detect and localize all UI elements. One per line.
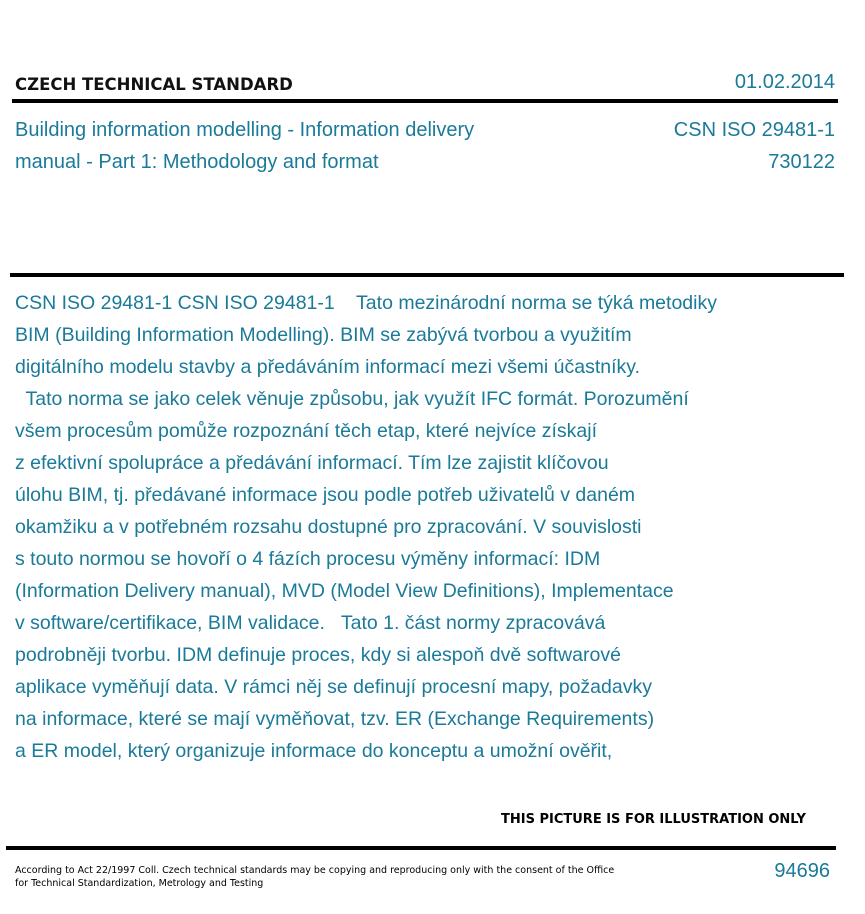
footer-divider — [6, 846, 836, 850]
abstract-line: s touto normou se hovoří o 4 fázích procesu výměny informací: IDM — [15, 548, 601, 570]
issue-date: 01.02.2014 — [734, 71, 835, 93]
abstract-text — [15, 287, 815, 767]
standard-identifiers — [674, 114, 835, 178]
standard-title-line: manual - Part 1: Methodology and format — [15, 151, 379, 173]
document-type-label: CZECH TECHNICAL STANDARD — [15, 75, 293, 94]
header-divider — [12, 99, 838, 103]
abstract-line: Tato norma se jako celek věnuje způsobu, jak využít IFC formát. Porozumění — [15, 388, 689, 410]
abstract-line: CSN ISO 29481-1 CSN ISO 29481-1 Tato mezinárodní norma se týká metodiky — [15, 292, 717, 314]
abstract-line: okamžiku a v potřebném rozsahu dostupné pro zpracování. V souvislosti — [15, 516, 642, 538]
abstract-line: (Information Delivery manual), MVD (Model View Definitions), Implementace — [15, 580, 674, 602]
abstract-line: BIM (Building Information Modelling). BIM se zabývá tvorbou a využitím — [15, 324, 632, 346]
legal-notice-line: According to Act 22/1997 Coll. Czech technical standards may be copying and reproducing only with the consent of the Office — [15, 865, 615, 876]
abstract-line: na informace, které se mají vyměňovat, tzv. ER (Exchange Requirements) — [15, 708, 655, 730]
abstract-line: podrobněji tvorbu. IDM definuje proces, kdy si alespoň dvě softwarové — [15, 644, 621, 666]
abstract-line: úlohu BIM, tj. předávané informace jsou podle potřeb uživatelů v daném — [15, 484, 636, 506]
abstract-line: všem procesům pomůže rozpoznání těch etap, které nejvíce získají — [15, 420, 598, 442]
abstract-line: v software/certifikace, BIM validace. Tato 1. část normy zpracovává — [15, 612, 606, 634]
illustration-disclaimer: THIS PICTURE IS FOR ILLUSTRATION ONLY — [501, 812, 806, 827]
legal-notice-line: for Technical Standardization, Metrology and Testing — [15, 878, 264, 889]
abstract-line: digitálního modelu stavby a předáváním informací mezi všemi účastníky. — [15, 356, 640, 378]
classification-code: 730122 — [768, 151, 835, 173]
abstract-line: z efektivní spolupráce a předávání informací. Tím lze zajistit klíčovou — [15, 452, 609, 474]
title-divider — [10, 273, 844, 277]
abstract-line: a ER model, který organizuje informace do konceptu a umožní ověřit, — [15, 740, 613, 762]
standard-designation: CSN ISO 29481-1 — [673, 119, 835, 141]
standard-title-line: Building information modelling - Information delivery — [15, 119, 475, 141]
legal-notice — [15, 864, 615, 890]
standard-title — [15, 114, 575, 178]
abstract-line: aplikace vyměňují data. V rámci něj se definují procesní mapy, požadavky — [15, 676, 652, 698]
catalog-number: 94696 — [774, 860, 830, 882]
